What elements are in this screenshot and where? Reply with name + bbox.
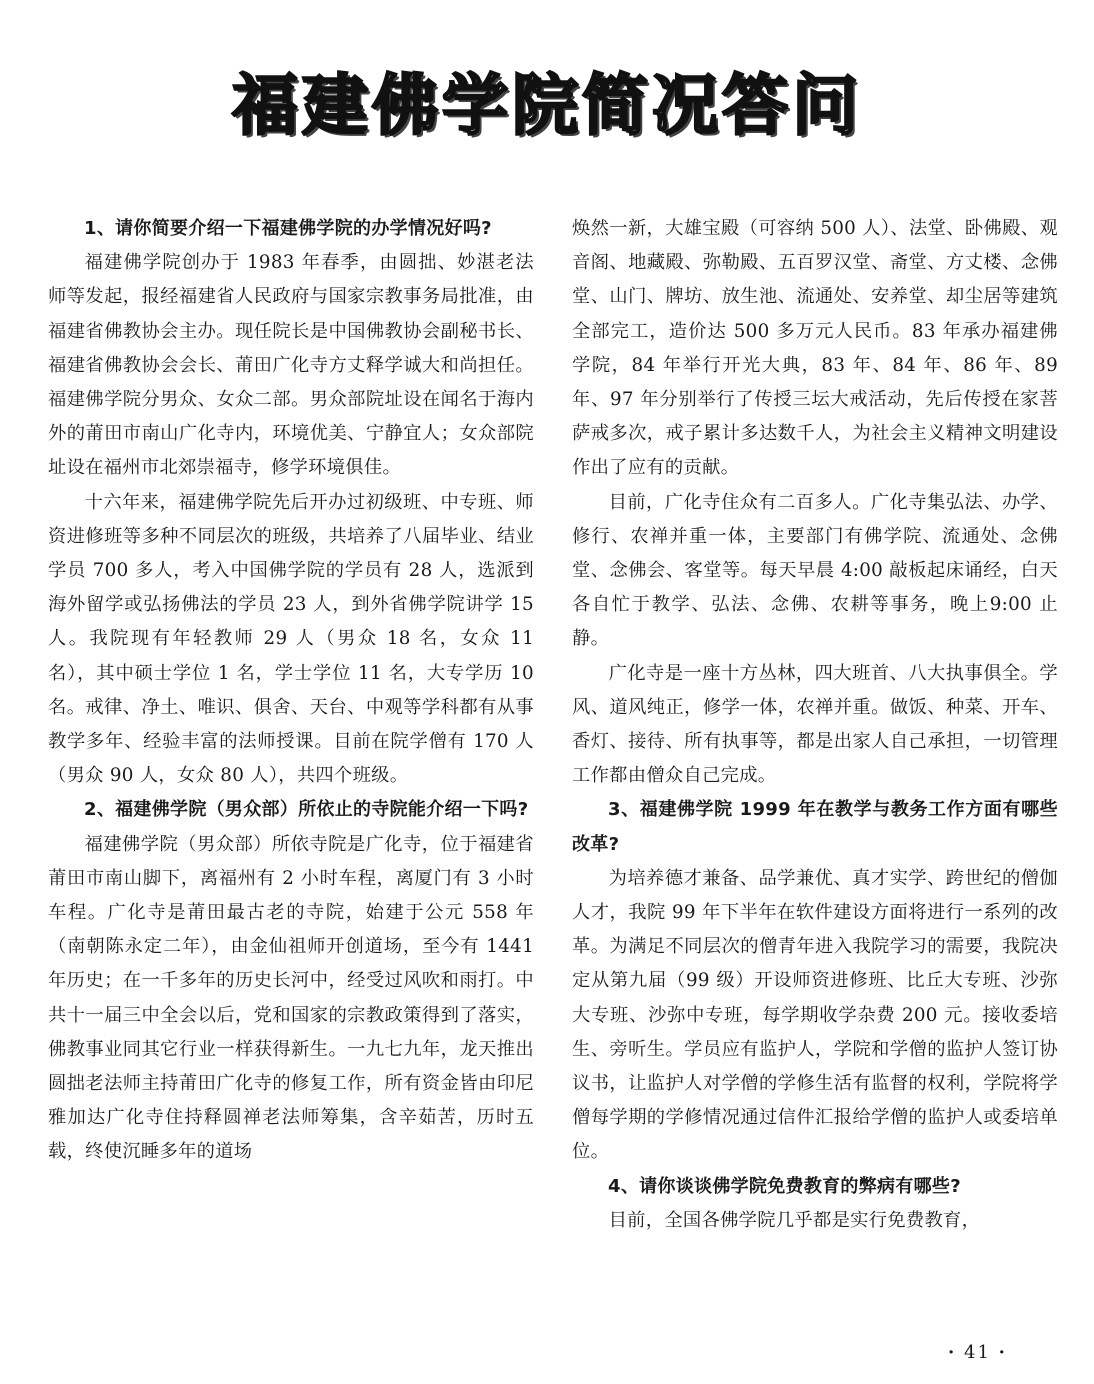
question-heading: 3、福建佛学院 1999 年在教学与教务工作方面有哪些改革?	[572, 799, 1058, 855]
page-number: · 41 ·	[948, 1342, 1007, 1363]
page-title: 福建佛学院简况答问	[232, 66, 862, 144]
question-heading: 1、请你简要介绍一下福建佛学院的办学情况好吗?	[84, 218, 492, 239]
paragraph: 目前，广化寺住众有二百多人。广化寺集弘法、办学、修行、农禅并重一体，主要部门有佛学院、流通处、念佛堂、念佛会、客堂等。每天早晨 4:00 敲板起床诵经，白天各自忙于教学、弘法、念佛、农耕等事务，晚上9:00 止静。	[572, 491, 1058, 650]
paragraph: 目前，全国各佛学院几乎都是实行免费教育，	[608, 1209, 981, 1231]
question-heading: 2、福建佛学院（男众部）所依止的寺院能介绍一下吗?	[84, 799, 529, 821]
paragraph: 福建佛学院（男众部）所依寺院是广化寺，位于福建省莆田市南山脚下，离福州有 2 小时车程，离厦门有 3 小时车程。广化寺是莆田最古老的寺院，始建于公元 558 年（南朝陈永定二年），由金仙祖师开创道场，至今有 1441 年历史；在一千多年的历史长河中，经受过风吹和雨打。中共十一届三中全会以后，党和国家的宗教政策得到了落实，佛教事业同其它行业一样获得新生。一九七九年，龙天推出圆拙老法师主持莆田广化寺的修复工作，所有资金皆由印尼雅加达广化寺住持释圆禅老法师筹集，含辛茹苦，历时五载，终使沉睡多年的道场	[48, 833, 534, 1163]
paragraph-continued: 焕然一新，大雄宝殿（可容纳 500 人）、法堂、卧佛殿、观音阁、地藏殿、弥勒殿、五百罗汉堂、斋堂、方丈楼、念佛堂、山门、牌坊、放生池、流通处、安养堂、却尘居等建筑全部完工，造价达 500 多万元人民币。83 年承办福建佛学院，84 年举行开光大典，83 年、84 年、86 年、89 年、97 年分别举行了传授三坛大戒活动，先后传授在家菩萨戒多次，戒子累计多达数千人，为社会主义精神文明建设作出了应有的贡献。	[572, 218, 1058, 479]
question-heading: 4、请你谈谈佛学院免费教育的弊病有哪些?	[608, 1175, 961, 1197]
paragraph: 十六年来，福建佛学院先后开办过初级班、中专班、师资进修班等多种不同层次的班级，共培养了八届毕业、结业学员 700 多人，考入中国佛学院的学员有 28 人，选派到海外留学或弘扬佛法的学员 23 人，到外省佛学院讲学 15 人。我院现有年轻教师 29 人（男众 18 名，女众 11 名），其中硕士学位 1 名，学士学位 11 名，大专学历 10 名。戒律、净土、唯识、俱舍、天台、中观等学科都有从事教学多年、经验丰富的法师授课。目前在院学僧有 170 人（男众 90 人，女众 80 人），共四个班级。	[48, 491, 534, 787]
paragraph: 为培养德才兼备、品学兼优、真才实学、跨世纪的僧伽人才，我院 99 年下半年在软件建设方面将进行一系列的改革。为满足不同层次的僧青年进入我院学习的需要，我院决定从第九届（99 级）开设师资进修班、比丘大专班、沙弥大专班、沙弥中专班，每学期收学杂费 200 元。接收委培生、旁听生。学员应有监护人，学院和学僧的监护人签订协议书，让监护人对学僧的学修生活有监督的权利，学院将学僧每学期的学修情况通过信件汇报给学僧的监护人或委培单位。	[572, 867, 1058, 1163]
right-column	[572, 212, 1058, 1342]
paragraph: 广化寺是一座十方丛林，四大班首、八大执事俱全。学风、道风纯正，修学一体，农禅并重。做饭、种菜、开车、香灯、接待、所有执事等，都是出家人自己承担，一切管理工作都由僧众自己完成。	[572, 662, 1058, 787]
paragraph: 福建佛学院创办于 1983 年春季，由圆拙、妙湛老法师等发起，报经福建省人民政府与国家宗教事务局批准，由福建省佛教协会主办。现任院长是中国佛教协会副秘书长、福建省佛教协会会长、莆田广化寺方丈释学诚大和尚担任。福建佛学院分男众、女众二部。男众部院址设在闻名于海内外的莆田市南山广化寺内，环境优美、宁静宜人；女众部院址设在福州市北郊崇福寺，修学环境俱佳。	[48, 252, 534, 479]
left-column	[48, 212, 534, 1342]
page-number-value: 41	[964, 1342, 991, 1363]
